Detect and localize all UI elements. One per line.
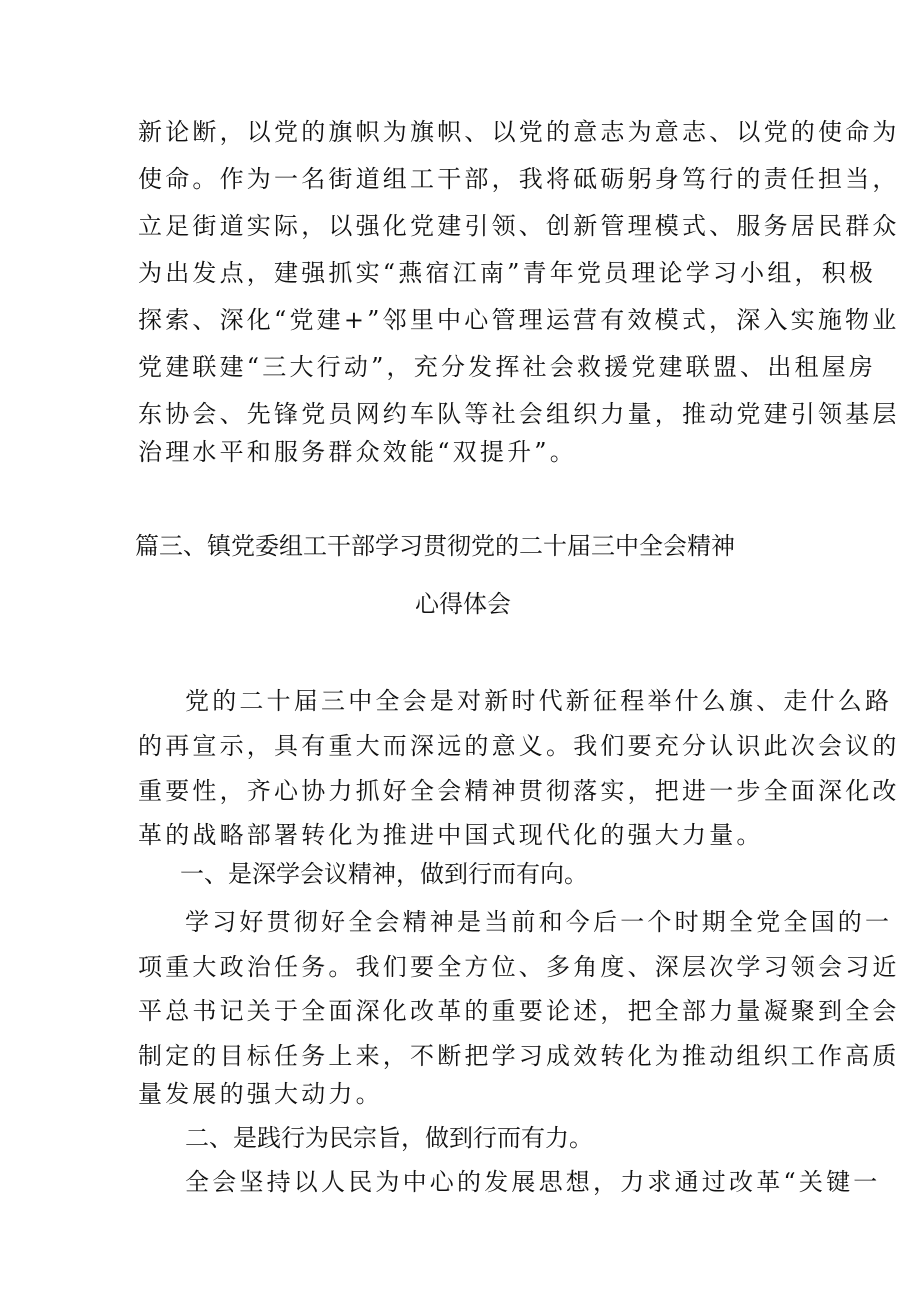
text-line: 学习好贯彻好全会精神是当前和今后一个时期全党全国的一 [185,908,893,936]
text-line: 平总书记关于全面深化改革的重要论述，把全部力量凝聚到全会 [138,997,900,1025]
text-line: 治理水平和服务群众效能“双提升”。 [138,438,577,466]
text-line: 新论断，以党的旗帜为旗帜、以党的意志为意志、以党的使命为 [138,118,900,146]
text-line: 党的二十届三中全会是对新时代新征程举什么旗、走什么路 [185,687,893,715]
text-line: 制定的目标任务上来，不断把学习成效转化为推动组织工作高质 [138,1042,900,1070]
text-line: 使命。作为一名街道组工干部，我将砥砺躬身笃行的责任担当， [138,165,900,193]
text-line: 量发展的强大动力。 [138,1080,383,1108]
text-line: 的再宣示，具有重大而深远的意义。我们要充分认识此次会议的 [138,732,900,760]
text-line: 全会坚持以人民为中心的发展思想，力求通过改革“关键一 [185,1168,881,1196]
text-line: 立足街道实际，以强化党建引领、创新管理模式、服务居民群众 [138,212,900,240]
subheading-one: 一、是深学会议精神，做到行而有向。 [180,860,588,888]
text-line: 革的战略部署转化为推进中国式现代化的强大力量。 [138,821,764,849]
section-title: 篇三、镇党委组工干部学习贯彻党的二十届三中全会精神 [135,532,735,560]
text-line: 项重大政治任务。我们要全方位、多角度、深层次学习领会习近 [138,953,900,981]
text-line: 重要性，齐心协力抓好全会精神贯彻落实，把进一步全面深化改 [138,777,900,805]
section-subtitle: 心得体会 [415,590,511,618]
text-line: 党建联建“三大行动”，充分发挥社会救援党建联盟、出租屋房 [138,353,877,381]
text-line: 为出发点，建强抓实“燕宿江南”青年党员理论学习小组，积极 [138,259,877,287]
subheading-two: 二、是践行为民宗旨，做到行而有力。 [185,1124,593,1152]
text-line: 东协会、先锋党员网约车队等社会组织力量，推动党建引领基层 [138,400,900,428]
text-line: 探索、深化“党建+”邻里中心管理运营有效模式，深入实施物业 [138,306,900,334]
